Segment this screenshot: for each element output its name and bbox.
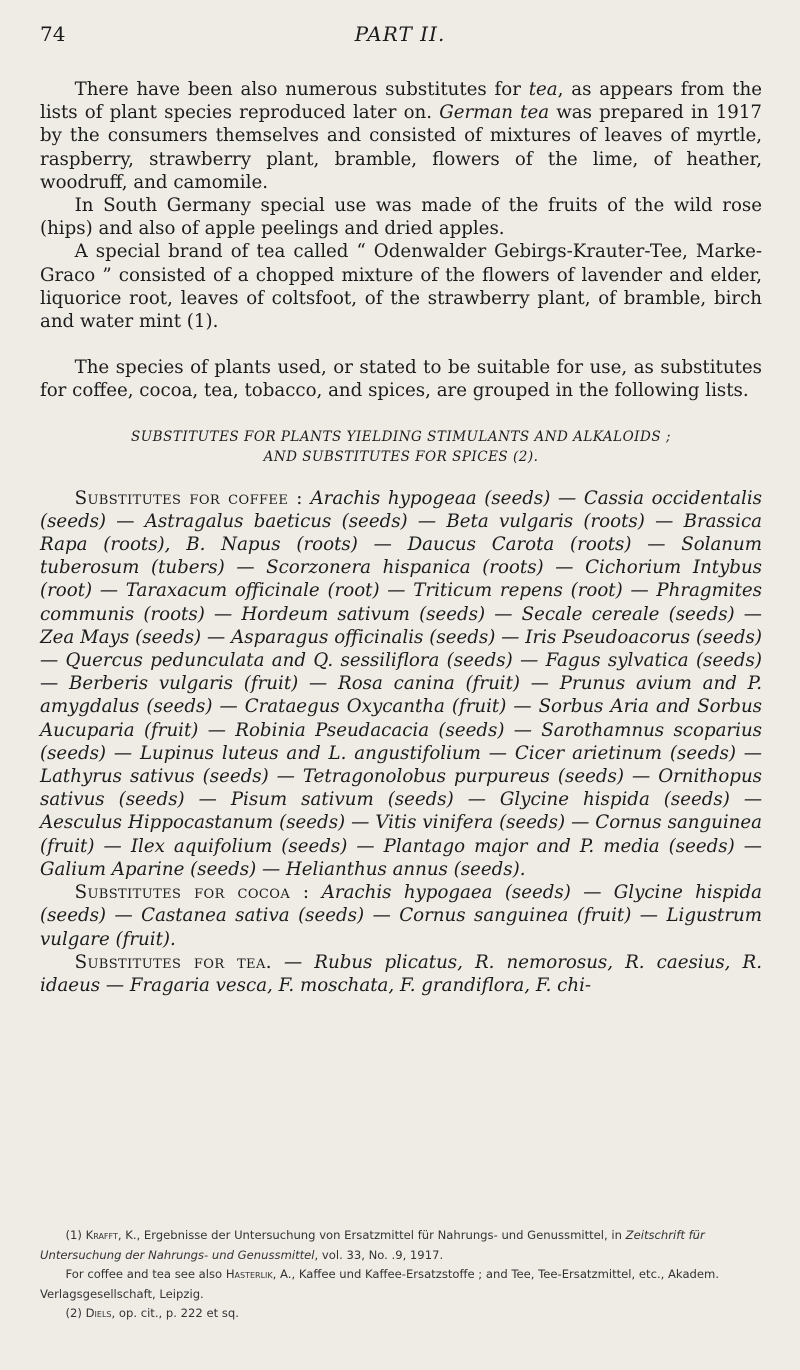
paragraph: A special brand of tea called “ Odenwalder Gebirgs-Krauter-Tee, Marke-Graco ” consisted of a chopped mixture of the flowers of lavender and elder, liquorice root, leaves of coltsfoot, of the strawberry plant, of bramble, birch and water mint (1). — [40, 241, 762, 333]
paragraph: The species of plants used, or stated to be suitable for use, as substitutes for coffee, cocoa, tea, tobacco, and spices, are grouped in the following lists. — [40, 357, 762, 402]
tea-species-list: — Rubus plicatus, R. nemorosus, R. caesius, R. idaeus — Fragaria vesca, F. moschata, F. grandiflora, F. chi- — [40, 951, 762, 996]
page-number: 74 — [40, 22, 66, 46]
coffee-label: Substitutes for coffee : — [74, 487, 303, 509]
paragraph: In South Germany special use was made of the fruits of the wild rose (hips) and also of apple peelings and dried apples. — [40, 195, 762, 240]
coffee-substitutes — [40, 487, 762, 881]
footnote-1: (1) Krafft, K., Ergebnisse der Untersuchung von Ersatzmittel für Nahrungs- und Genussmittel, in Zeitschrift für Untersuchung der Nahrungs- und Genussmittel, vol. 33, No. .9, 1917. — [40, 1228, 705, 1262]
cocoa-label: Substitutes for cocoa : — [74, 882, 310, 904]
cocoa-species-list: Arachis hypogaea (seeds) — Glycine hispida (seeds) — Castanea sativa (seeds) — Cornus sanguinea (fruit) — Ligustrum vulgare (fruit). — [40, 882, 762, 950]
tea-substitutes — [40, 951, 762, 997]
tea-label: Substitutes for tea. — [74, 951, 272, 973]
footnotes — [40, 1226, 762, 1324]
page-header — [40, 22, 760, 52]
coffee-species-list: Arachis hypogeaa (seeds) — Cassia occidentalis (seeds) — Astragalus baeticus (seeds) — Beta vulgaris (roots) — Brassica Rapa (roots), B. Napus (roots) — Daucus Carota (roots) — Solanum tuberosum (tubers) — Scorzonera hispanica (roots) — Cichorium Intybus (root) — Taraxacum officinale (root) — Triticum repens (root) — Phragmites communis (roots) — Hordeum sativum (seeds) — Secale cereale (seeds) — Zea Mays (seeds) — Asparagus officinalis (seeds) — Iris Pseudoacorus (seeds) — Quercus pedunculata and Q. sessiliflora (seeds) — Fagus sylvatica (seeds) — Berberis vulgaris (fruit) — Rosa canina (fruit) — Prunus avium and P. amygdalus (seeds) — Crataegus Oxycantha (fruit) — Sorbus Aria and Sorbus Aucuparia (fruit) — Robinia Pseudacacia (seeds) — Sarothamnus scoparius (seeds) — Lupinus luteus and L. angustifolium — Cicer arietinum (seeds) — Lathyrus sativus (seeds) — Tetragonolobus purpureus (seeds) — Ornithopus sativus (seeds) — Pisum sativum (seeds) — Glycine hispida (seeds) — Aesculus Hippocastanum (seeds) — Vitis vinifera (seeds) — Cornus sanguinea (fruit) — Ilex aquifolium (seeds) — Plantago major and P. media (seeds) — Galium Aparine (seeds) — Helianthus annus (seeds). — [40, 487, 762, 880]
running-head: PART II. — [354, 22, 446, 46]
footnote-1-continued: For coffee and tea see also Hasterlik, A., Kaffee und Kaffee-Ersatzstoffe ; and Tee, Tee-Ersatzmittel, etc., Akadem. Verlagsgesellschaft, Leipzig. — [40, 1267, 720, 1301]
section-heading-line: SUBSTITUTES FOR PLANTS YIELDING STIMULANTS AND ALKALOIDS ; — [131, 428, 671, 445]
paragraph: There have been also numerous substitutes for tea, as appears from the lists of plant species reproduced later on. German tea was prepared in 1917 by the consumers themselves and consisted of mixtures of leaves of myrtle, raspberry, strawberry plant, bramble, flowers of the lime, of heather, woodruff, and camomile. — [40, 79, 762, 193]
section-heading — [40, 427, 762, 467]
section-heading-line: AND SUBSTITUTES FOR SPICES (2). — [263, 448, 539, 465]
main-text — [40, 78, 762, 997]
footnote-2: (2) Diels, op. cit., p. 222 et sq. — [65, 1306, 239, 1320]
cocoa-substitutes — [40, 881, 762, 951]
